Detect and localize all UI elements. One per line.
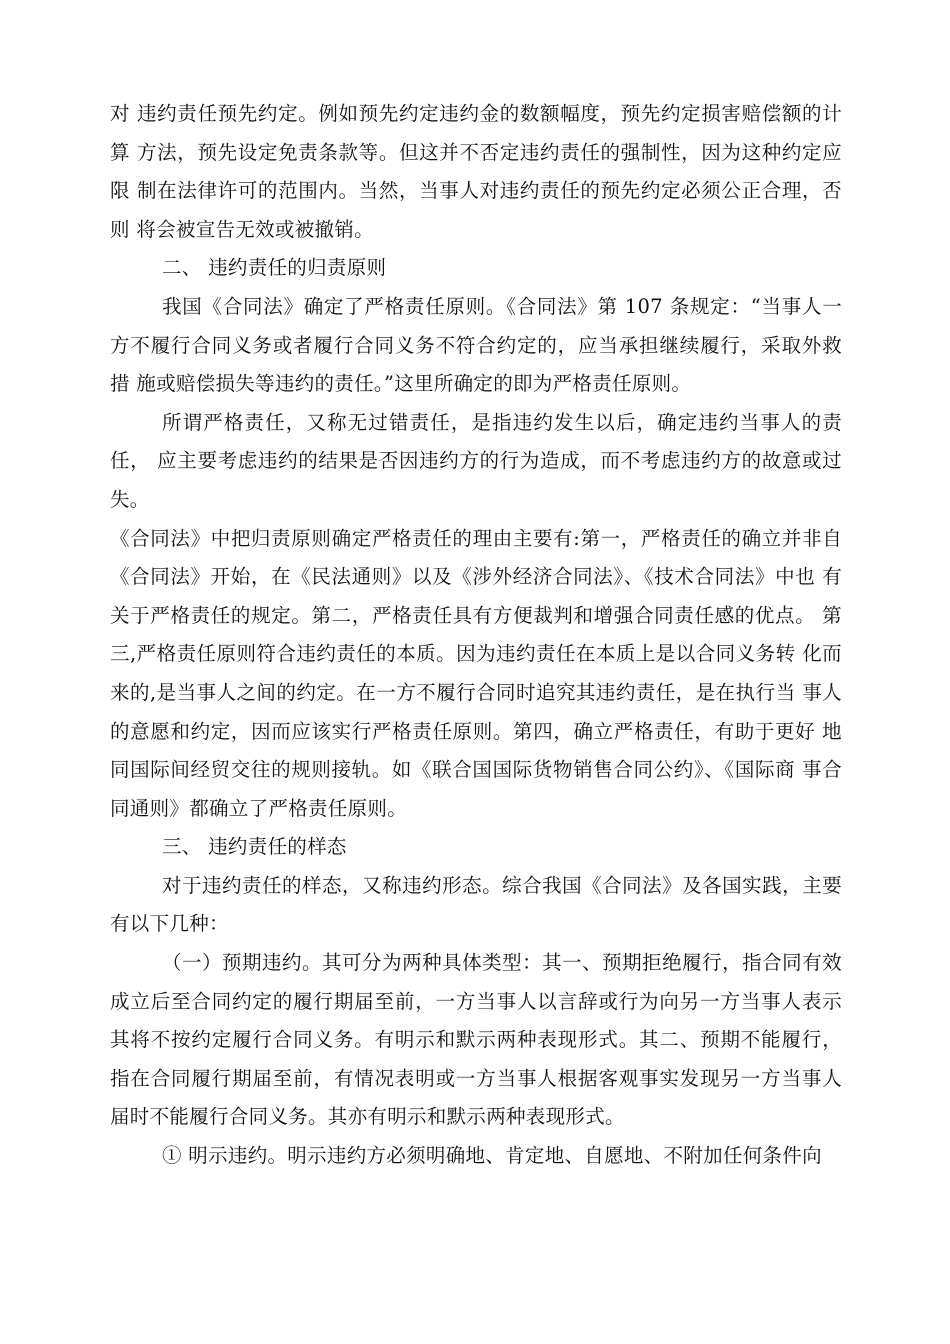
section-heading-liability-forms: 三、 违约责任的样态 bbox=[162, 835, 347, 859]
paragraph-express-breach: ① 明示违约。明示违约方必须明确地、肯定地、自愿地、不附加任何条件向 bbox=[162, 1144, 822, 1168]
document-body bbox=[110, 95, 842, 1176]
paragraph-strict-liability-reasons: 《合同法》中把归责原则确定严格责任的理由主要有:第一，严格责任的确立并非自 《合同法》开始，在《民法通则》以及《涉外经济合同法》、《技术合同法》中也 有关于严格责任的规定。第二，严格责任具有方便裁判和增强合同责任感的优点。 第三,严格责任原则符合违约责任的本质。因为违约责任在本质上是以合同义务转 化而来的,是当事人之间的约定。在一方不履行合同时追究其违约责任，是在执行当 事人的意愿和约定，因而应该实行严格责任原则。第四，确立严格责任，有助于更好 地同国际间经贸交往的规则接轨。如《联合国国际货物销售合同公约》、《国际商 事合同通则》都确立了严格责任原则。 bbox=[110, 526, 842, 820]
paragraph-anticipatory-breach: （一）预期违约。其可分为两种具体类型：其一、预期拒绝履行，指合同有效成立后至合同约定的履行期届至前，一方当事人以言辞或行为向另一方当事人表示其将不按约定履行合同义务。有明示和默示两种表现形式。其二、预期不能履行，指在合同履行期届至前，有情况表明或一方当事人根据客观事实发现另一方当事人届时不能履行合同义务。其亦有明示和默示两种表现形式。 bbox=[110, 951, 842, 1129]
paragraph-contract-liability-agreement: 对 违约责任预先约定。例如预先约定违约金的数额幅度，预先约定损害赔偿额的计算 方法，预先设定免责条款等。但这并不否定违约责任的强制性，因为这种约定应限 制在法律许可的范围内。当然，当事人对违约责任的预先约定必须公正合理，否则 将会被宣告无效或被撤销。 bbox=[110, 102, 842, 241]
paragraph-strict-liability-definition: 所谓严格责任，又称无过错责任，是指违约发生以后，确定违约当事人的责任， 应主要考虑违约的结果是否因违约方的行为造成，而不考虑违约方的故意或过失。 bbox=[110, 410, 842, 511]
paragraph-strict-liability-law: 我国《合同法》确定了严格责任原则。《合同法》第 107 条规定：“当事人一 方不履行合同义务或者履行合同义务不符合约定的，应当承担继续履行，采取外救措 施或赔偿损失等违约的责任。”这里所确定的即为严格责任原则。 bbox=[110, 294, 842, 396]
paragraph-liability-forms-intro: 对于违约责任的样态，又称违约形态。综合我国《合同法》及各国实践，主要有以下几种： bbox=[110, 873, 842, 936]
section-heading-liability-principle: 二、 违约责任的归责原则 bbox=[162, 256, 387, 280]
